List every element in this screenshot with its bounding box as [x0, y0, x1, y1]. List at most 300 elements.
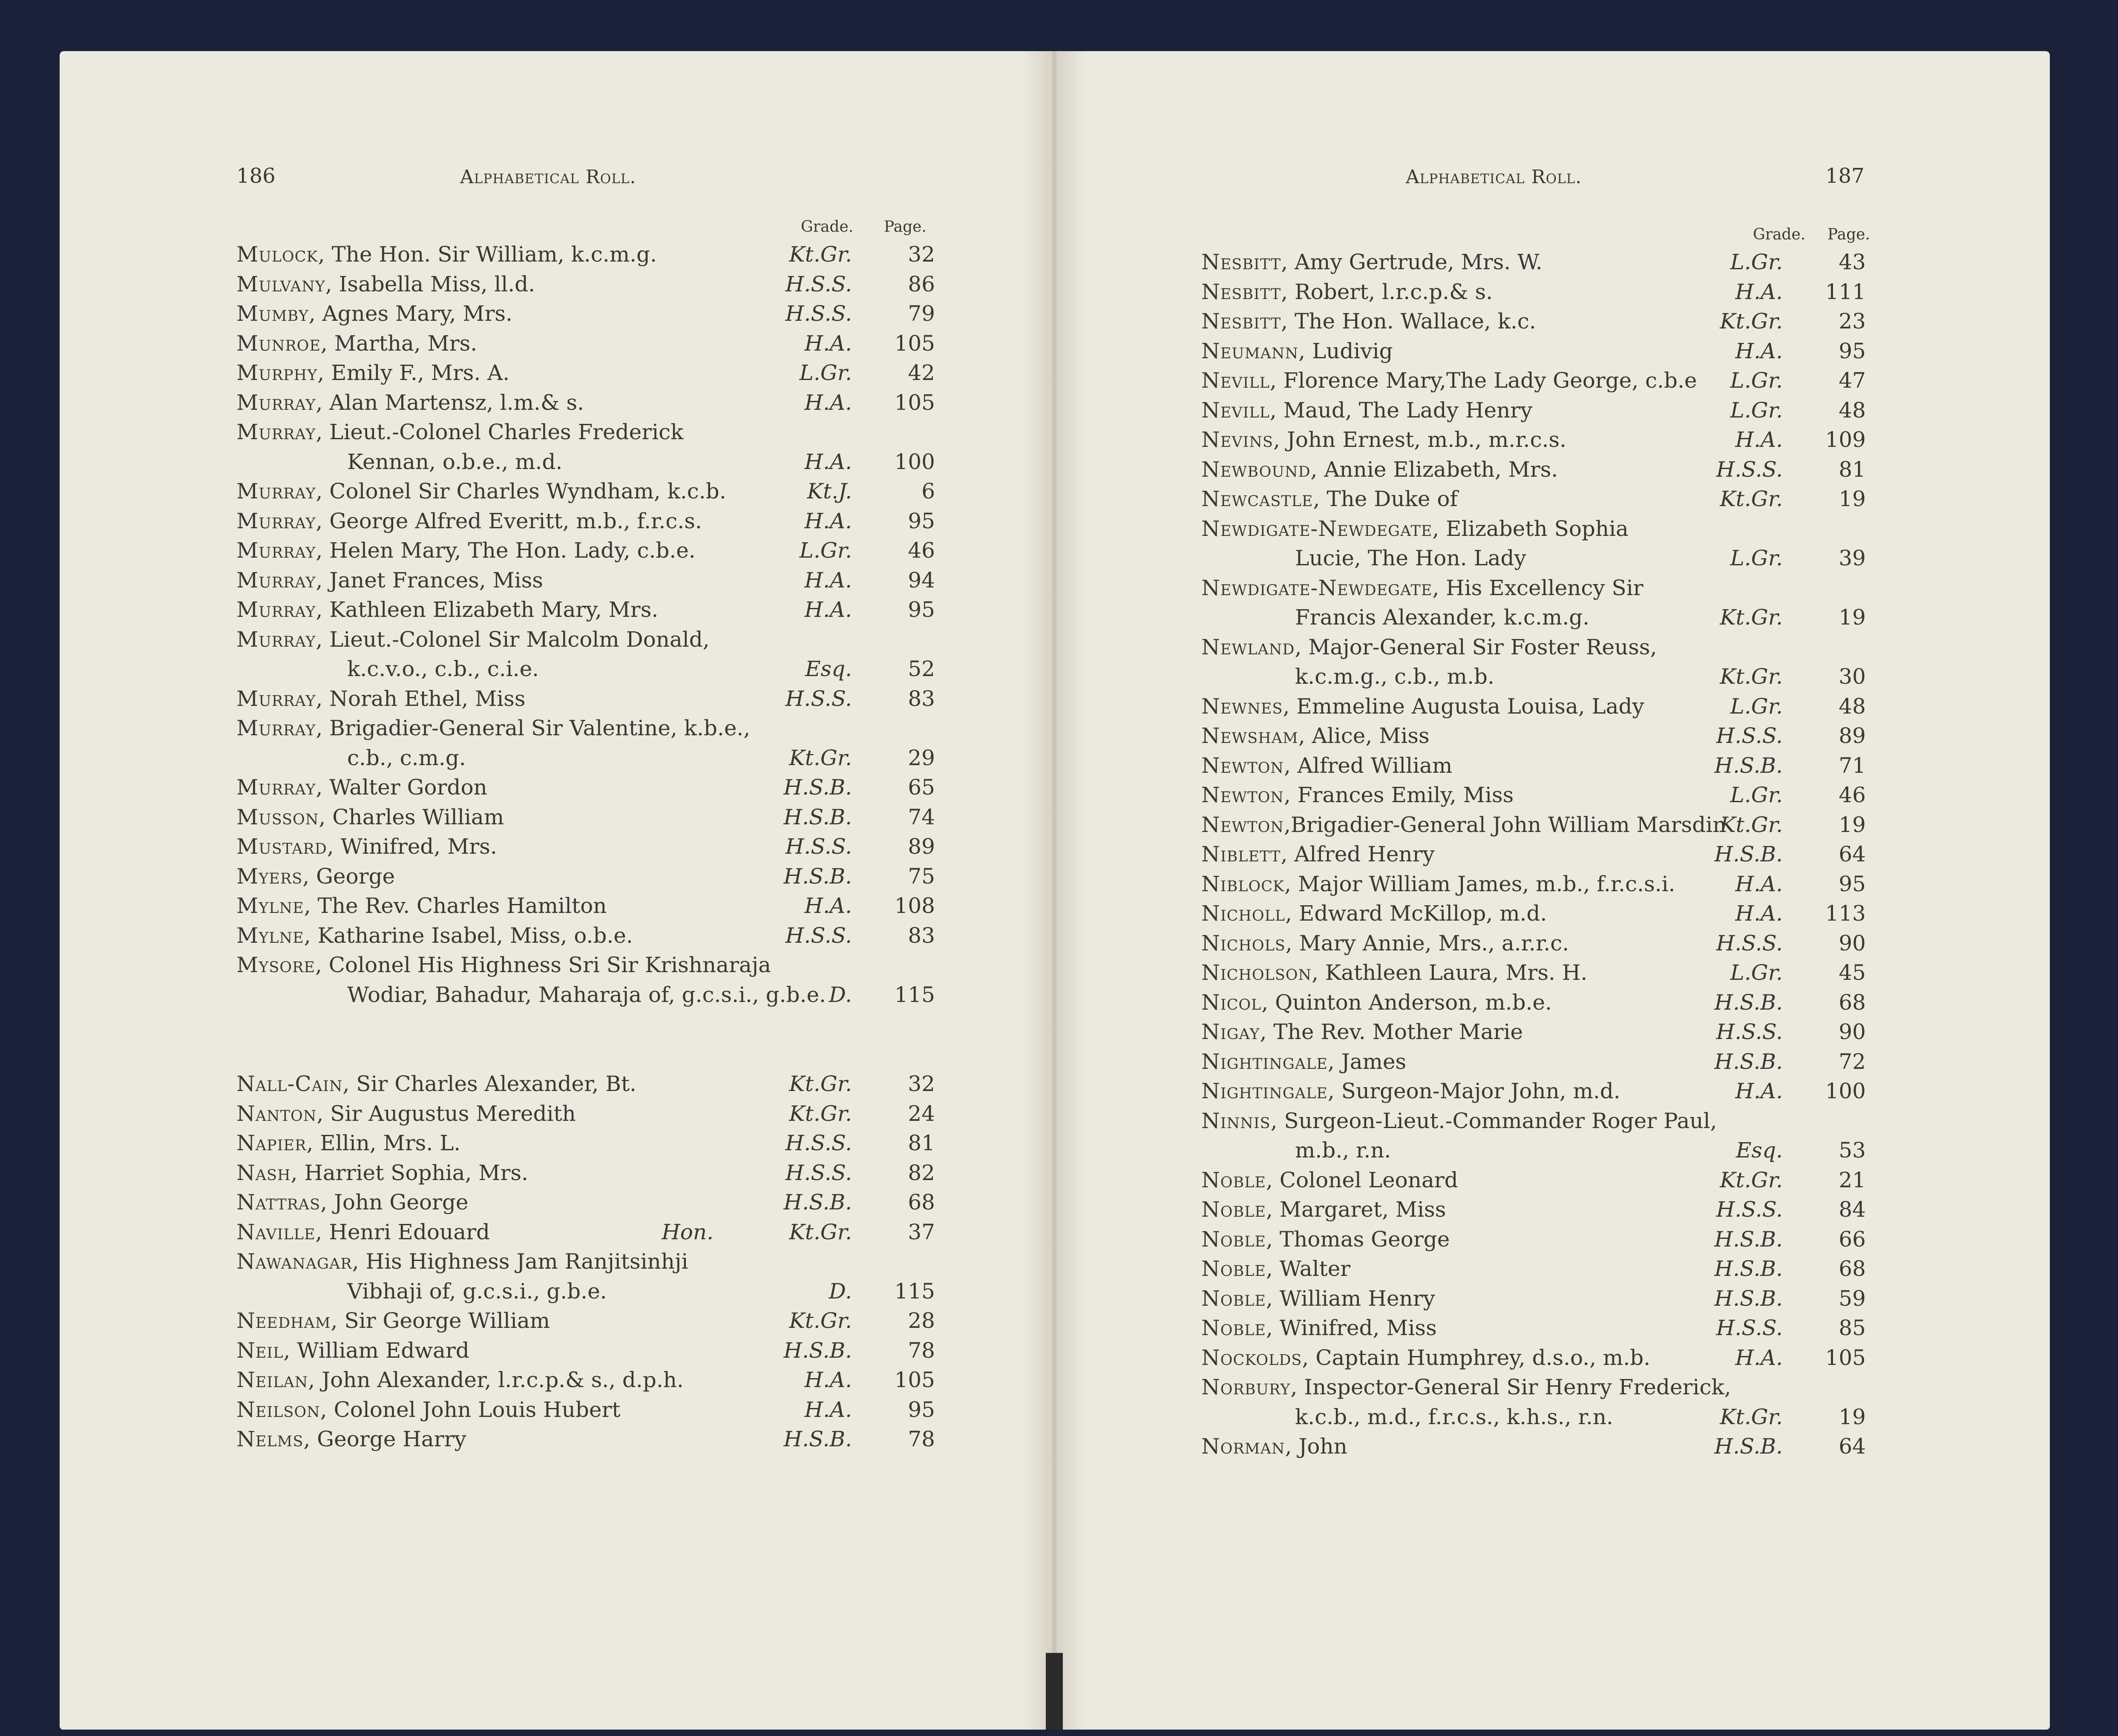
- entry-page: 65: [908, 775, 935, 800]
- entry-grade: H.S.B.: [1714, 753, 1783, 778]
- roll-entry: [1201, 958, 1866, 987]
- roll-entry: [236, 565, 935, 595]
- entry-name: [1295, 1402, 1613, 1432]
- entry-page: 95: [908, 1397, 935, 1422]
- entry-grade: H.S.B.: [783, 775, 852, 800]
- roll-entry: [1201, 780, 1866, 810]
- roll-entry: [236, 1395, 935, 1425]
- entry-name: [236, 1424, 466, 1454]
- entry-details: Vibhaji of, g.c.s.i., g.b.e.: [347, 1278, 607, 1304]
- entry-surname: Murray: [236, 627, 316, 652]
- roll-entry: [236, 447, 935, 477]
- entry-grade: L.Gr.: [799, 360, 852, 385]
- roll-entry: [1201, 306, 1866, 336]
- entry-details: , Alice, Miss: [1298, 723, 1430, 748]
- entry-surname: Murray: [236, 716, 316, 740]
- entry-name: [1201, 1017, 1523, 1047]
- entry-name: [236, 535, 696, 565]
- entry-name: [236, 1099, 576, 1129]
- entry-grade: H.S.S.: [785, 1160, 852, 1185]
- entry-details: , Norah Ethel, Miss: [316, 686, 526, 711]
- entry-grade: Kt.Gr.: [1720, 605, 1783, 630]
- entry-name: [236, 1158, 528, 1188]
- entry-details: , Sir Charles Alexander, Bt.: [342, 1071, 636, 1096]
- entry-name: [1201, 1076, 1620, 1106]
- entry-name: [1201, 1195, 1446, 1224]
- entry-page: 29: [908, 745, 935, 770]
- entry-name: [347, 654, 539, 684]
- roll-entry: [1201, 425, 1866, 455]
- entry-surname: Newton: [1201, 783, 1284, 807]
- entry-name: [236, 1128, 460, 1158]
- entry-grade: H.S.S.: [1716, 930, 1783, 956]
- entry-page: 45: [1839, 960, 1866, 985]
- entry-surname: Newbound: [1201, 457, 1311, 482]
- entry-name: [1201, 1284, 1435, 1313]
- entry-page: 47: [1839, 368, 1866, 393]
- entry-page: 78: [908, 1338, 935, 1363]
- entry-surname: Newcastle: [1201, 487, 1313, 511]
- entry-details: , The Hon. Wallace, k.c.: [1281, 309, 1536, 334]
- roll-entry: [1201, 987, 1866, 1017]
- entry-name: [236, 1336, 469, 1365]
- entry-name: [1201, 1343, 1650, 1373]
- entry-page: 90: [1839, 1019, 1866, 1044]
- entry-surname: Nash: [236, 1160, 291, 1185]
- roll-entry: [1201, 455, 1866, 484]
- entry-grade: H.S.S.: [785, 923, 852, 948]
- entry-details: , Ludivig: [1298, 338, 1393, 363]
- entry-grade: H.S.B.: [1714, 1256, 1783, 1281]
- entry-page: 19: [1839, 605, 1866, 630]
- roll-entry: [1201, 751, 1866, 780]
- entry-page: 59: [1839, 1286, 1866, 1311]
- entry-page: 28: [908, 1308, 935, 1333]
- entry-name: [236, 891, 607, 921]
- entry-details: , Henri Edouard: [315, 1219, 490, 1244]
- entry-name: [1295, 1135, 1391, 1165]
- entry-name: [236, 802, 504, 832]
- book-gutter: [1022, 51, 1086, 1730]
- entry-grade: H.A.: [1735, 338, 1783, 363]
- entry-name: [236, 772, 487, 802]
- roll-entry: [236, 802, 935, 832]
- roll-entry: [1201, 366, 1866, 395]
- roll-entry: [1201, 810, 1866, 840]
- entry-details: , John George: [320, 1190, 469, 1215]
- roll-entry: [236, 921, 935, 950]
- entry-details: , The Hon. Sir William, k.c.m.g.: [318, 242, 657, 267]
- roll-entry: [236, 743, 935, 773]
- entry-page: 72: [1839, 1049, 1866, 1074]
- entry-details: , Colonel Leonard: [1266, 1167, 1458, 1192]
- entry-page: 83: [908, 923, 935, 948]
- entry-page: 30: [1839, 664, 1866, 689]
- entry-details: , Annie Elizabeth, Mrs.: [1310, 457, 1558, 482]
- entry-name: [1201, 484, 1458, 514]
- entry-details: , The Rev. Mother Marie: [1260, 1019, 1523, 1044]
- entry-details: , John Ernest, m.b., m.r.c.s.: [1273, 427, 1567, 452]
- entry-grade: Kt.Gr.: [1720, 664, 1783, 689]
- roll-entry: [1201, 484, 1866, 514]
- entry-surname: Nightingale: [1201, 1079, 1328, 1103]
- entry-details: , Robert, l.r.c.p.& s.: [1281, 279, 1493, 304]
- entry-grade: H.A.: [804, 331, 852, 356]
- entry-details: , Quinton Anderson, m.b.e.: [1261, 990, 1552, 1015]
- roll-entry: [1201, 1254, 1866, 1284]
- entry-surname: Myers: [236, 864, 303, 889]
- entry-page: 81: [1839, 457, 1866, 482]
- entry-surname: Murray: [236, 597, 316, 622]
- entry-details: , James: [1327, 1049, 1407, 1074]
- entry-name: [1201, 455, 1558, 484]
- entry-page: 48: [1839, 397, 1866, 423]
- entry-surname: Nesbitt: [1201, 309, 1281, 334]
- entry-details: , Walter: [1266, 1256, 1351, 1281]
- entry-page: 68: [908, 1190, 935, 1215]
- entry-surname: Noble: [1201, 1256, 1266, 1281]
- entry-page: 111: [1825, 279, 1866, 304]
- entry-page: 64: [1839, 1434, 1866, 1459]
- roll-entry: [1201, 691, 1866, 721]
- entry-details: c.b., c.m.g.: [347, 745, 466, 770]
- entry-details: , Kathleen Elizabeth Mary, Mrs.: [316, 597, 659, 622]
- entry-grade: H.A.: [1735, 1345, 1783, 1370]
- entry-name: [347, 447, 562, 477]
- entry-grade: Kt.J.: [807, 479, 852, 504]
- entry-name: [236, 832, 497, 861]
- binding-tab: [1046, 1653, 1063, 1730]
- entry-name: [236, 388, 584, 417]
- entry-name: [1201, 869, 1675, 899]
- roll-entry: [236, 891, 935, 921]
- roll-entry: [236, 980, 935, 1010]
- roll-entry: [236, 299, 935, 328]
- entry-name: [1201, 1224, 1450, 1254]
- entry-surname: Newsham: [1201, 723, 1298, 748]
- entry-surname: Niblett: [1201, 842, 1281, 867]
- entry-details: , Surgeon-Major John, m.d.: [1327, 1079, 1620, 1103]
- entry-name: [1201, 395, 1532, 425]
- entry-surname: Nevill: [1201, 397, 1270, 423]
- entry-details: , Surgeon-Lieut.-Commander Roger Paul,: [1270, 1108, 1717, 1133]
- entry-grade: D.: [829, 982, 852, 1007]
- roll-entry: [1201, 632, 1866, 662]
- entry-surname: Newton: [1201, 753, 1284, 778]
- entry-name: [1201, 958, 1587, 987]
- entry-name: [236, 476, 726, 506]
- roll-entry: [1201, 247, 1866, 277]
- entry-details: , His Highness Jam Ranjitsinhji: [352, 1249, 688, 1274]
- entry-details: , Colonel John Louis Hubert: [320, 1397, 621, 1422]
- entry-surname: Nevill: [1201, 368, 1270, 393]
- entry-surname: Noble: [1201, 1197, 1266, 1222]
- entry-surname: Nesbitt: [1201, 279, 1281, 304]
- entry-grade: H.S.S.: [785, 834, 852, 859]
- entry-name: [236, 299, 512, 328]
- left-page-number: 186: [236, 164, 276, 188]
- entry-details: , Harriet Sophia, Mrs.: [291, 1160, 528, 1185]
- roll-entry: [236, 417, 935, 447]
- entry-name: [1201, 425, 1566, 455]
- roll-entry: [1201, 662, 1866, 691]
- entry-surname: Nockolds: [1201, 1345, 1302, 1370]
- entry-page: 82: [908, 1160, 935, 1185]
- entry-name: [1201, 751, 1452, 780]
- entry-grade: H.A.: [1735, 1079, 1783, 1103]
- entry-details: , Amy Gertrude, Mrs. W.: [1281, 250, 1542, 274]
- entry-surname: Naville: [236, 1219, 316, 1244]
- entry-name: [347, 743, 466, 773]
- entry-grade: H.A.: [804, 508, 852, 533]
- entry-surname: Murray: [236, 567, 316, 593]
- entry-grade: H.S.B.: [1714, 842, 1783, 867]
- entry-grade: H.S.S.: [1716, 723, 1783, 748]
- entry-details: , Maud, The Lady Henry: [1269, 397, 1533, 423]
- entry-surname: Nelms: [236, 1427, 304, 1451]
- roll-entry: [236, 654, 935, 684]
- entry-page: 90: [1839, 930, 1866, 956]
- entry-surname: Nanton: [236, 1101, 317, 1126]
- entry-details: Lucie, The Hon. Lady: [1295, 546, 1526, 570]
- roll-entry: [236, 595, 935, 625]
- entry-name: [1201, 1106, 1717, 1136]
- entry-name: [236, 1395, 620, 1425]
- entry-details: Francis Alexander, k.c.m.g.: [1295, 605, 1590, 630]
- entry-page: 105: [894, 331, 935, 356]
- entry-surname: Nicholson: [1201, 960, 1312, 985]
- entry-name: [347, 1276, 607, 1306]
- roll-entry: [1201, 336, 1866, 366]
- entry-details: , Florence Mary,The Lady George, c.b.e: [1269, 368, 1697, 393]
- entry-surname: Murray: [236, 390, 316, 415]
- roll-entry: [1201, 898, 1866, 928]
- entry-name: [1201, 1254, 1350, 1284]
- roll-entry: [1201, 839, 1866, 869]
- entry-details: k.c.m.g., c.b., m.b.: [1295, 664, 1494, 689]
- entry-details: ,Brigadier-General John William Marsdin: [1283, 812, 1727, 837]
- entry-page: 108: [894, 893, 935, 918]
- entry-grade: H.S.S.: [785, 686, 852, 711]
- entry-details: , Thomas George: [1266, 1226, 1450, 1252]
- entry-name: [1201, 247, 1542, 277]
- entry-name: [236, 417, 683, 447]
- entry-name: [1201, 1047, 1406, 1077]
- entry-grade: H.S.B.: [783, 1338, 852, 1363]
- entry-surname: Mylne: [236, 893, 304, 918]
- roll-entry: [1201, 573, 1866, 603]
- roll-entry: [236, 1365, 935, 1395]
- entry-surname: Newton: [1201, 812, 1284, 837]
- entry-details: , John: [1285, 1434, 1347, 1459]
- entry-name: [236, 269, 535, 299]
- entry-surname: Murray: [236, 508, 316, 533]
- roll-entry: [1201, 1165, 1866, 1195]
- entry-surname: Murray: [236, 686, 316, 711]
- entry-page: 48: [1839, 694, 1866, 719]
- entry-details: , Alan Martensz, l.m.& s.: [316, 390, 584, 415]
- entry-surname: Mysore: [236, 953, 315, 977]
- entry-surname: Noble: [1201, 1167, 1266, 1192]
- entry-name: [1295, 662, 1494, 691]
- entry-details: , His Excellency Sir: [1432, 575, 1643, 600]
- entry-details: m.b., r.n.: [1295, 1138, 1391, 1163]
- entry-details: , Helen Mary, The Hon. Lady, c.b.e.: [316, 538, 696, 563]
- entry-name: [1201, 514, 1629, 544]
- entry-name: [236, 1187, 468, 1217]
- entry-surname: Noble: [1201, 1316, 1266, 1340]
- entry-page: 105: [894, 1367, 935, 1392]
- entry-page: 115: [894, 982, 935, 1007]
- entry-name: [236, 1247, 688, 1276]
- roll-entry: [236, 328, 935, 358]
- entry-name: [236, 358, 509, 388]
- entry-page: 113: [1825, 901, 1866, 926]
- entry-page: 83: [908, 686, 935, 711]
- entry-grade: L.Gr.: [1730, 546, 1783, 570]
- entry-grade: H.S.B.: [783, 1427, 852, 1451]
- entry-grade: L.Gr.: [1730, 783, 1783, 807]
- entry-page: 46: [1839, 783, 1866, 807]
- entry-grade: Kt.Gr.: [789, 1071, 852, 1096]
- left-running-head: Alphabetical Roll.: [460, 166, 636, 188]
- entry-surname: Musson: [236, 804, 319, 829]
- entry-grade: H.S.S.: [785, 301, 852, 326]
- roll-entry: [1201, 1343, 1866, 1373]
- roll-entry: [236, 535, 935, 565]
- entry-grade: Esq.: [805, 656, 852, 681]
- entry-surname: Norbury: [1201, 1375, 1291, 1399]
- roll-entry: [1201, 1047, 1866, 1077]
- entry-details: , George Alfred Everitt, m.b., f.r.c.s.: [316, 508, 702, 533]
- entry-page: 32: [908, 1071, 935, 1096]
- roll-entry: [1201, 1017, 1866, 1047]
- entry-page: 39: [1839, 546, 1866, 570]
- roll-entry: [236, 476, 935, 506]
- roll-entry: [236, 1336, 935, 1365]
- entry-details: , Ellin, Mrs. L.: [306, 1131, 461, 1155]
- entry-page: 105: [1825, 1345, 1866, 1370]
- entry-name: [236, 506, 702, 536]
- entry-surname: Mustard: [236, 834, 327, 859]
- entry-page: 53: [1839, 1138, 1866, 1163]
- entry-details: , William Henry: [1266, 1286, 1435, 1311]
- entry-surname: Mumby: [236, 301, 309, 326]
- entry-page: 95: [1839, 338, 1866, 363]
- entry-surname: Mulock: [236, 242, 318, 267]
- entry-name: [236, 328, 477, 358]
- entry-details: , Emily F., Mrs. A.: [317, 360, 510, 385]
- entry-surname: Noble: [1201, 1286, 1266, 1311]
- entry-name: [236, 565, 543, 595]
- entry-surname: Nicol: [1201, 990, 1262, 1015]
- entry-page: 79: [908, 301, 935, 326]
- roll-entry: [236, 1187, 935, 1217]
- left-col-page-header: Page.: [884, 218, 927, 236]
- roll-entry: [236, 684, 935, 714]
- roll-entry: [1201, 1195, 1866, 1224]
- entry-details: , Mary Annie, Mrs., a.r.r.c.: [1285, 930, 1569, 956]
- entry-details: , Alfred William: [1283, 753, 1453, 778]
- entry-details: , George Harry: [303, 1427, 466, 1451]
- entry-grade: Kt.Gr.: [789, 745, 852, 770]
- entry-name: [236, 861, 395, 891]
- entry-surname: Munroe: [236, 331, 321, 356]
- entry-name: [236, 1365, 684, 1395]
- entry-surname: Newnes: [1201, 694, 1283, 719]
- entry-details: , Margaret, Miss: [1266, 1197, 1446, 1222]
- entry-surname: Nevins: [1201, 427, 1274, 452]
- entry-details: , Alfred Henry: [1281, 842, 1435, 867]
- entry-page: 32: [908, 242, 935, 267]
- entry-page: 23: [1839, 309, 1866, 334]
- entry-grade: H.S.B.: [1714, 990, 1783, 1015]
- entry-surname: Neumann: [1201, 338, 1299, 363]
- entry-grade: L.Gr.: [1730, 368, 1783, 393]
- entry-name: [236, 1069, 636, 1099]
- entry-surname: Murray: [236, 420, 316, 444]
- roll-entry: [236, 625, 935, 654]
- entry-name: [1201, 366, 1697, 395]
- entry-details: , Major-General Sir Foster Reuss,: [1295, 634, 1657, 659]
- entry-details: , Isabella Miss, ll.d.: [325, 271, 535, 297]
- entry-details: , Winifred, Miss: [1266, 1316, 1437, 1340]
- roll-entry: [236, 950, 935, 980]
- entry-page: 75: [908, 864, 935, 889]
- entry-page: 71: [1839, 753, 1866, 778]
- roll-entry: [236, 506, 935, 536]
- entry-name: [1201, 987, 1552, 1017]
- entry-page: 66: [1839, 1226, 1866, 1252]
- entry-surname: Nichols: [1201, 930, 1286, 956]
- entry-grade: Kt.Gr.: [789, 1219, 852, 1244]
- entry-details: , Colonel His Highness Sri Sir Krishnaraja: [315, 953, 771, 977]
- entry-grade: H.S.B.: [1714, 1049, 1783, 1074]
- entry-details: , Walter Gordon: [316, 775, 487, 800]
- entry-page: 100: [1825, 1079, 1866, 1103]
- entry-grade: Kt.Gr.: [789, 1101, 852, 1126]
- entry-page: 85: [1839, 1316, 1866, 1340]
- roll-entry: [236, 772, 935, 802]
- entry-grade: L.Gr.: [1730, 250, 1783, 274]
- roll-entry: [236, 388, 935, 417]
- roll-entry: [236, 1217, 935, 1247]
- entry-surname: Mylne: [236, 923, 304, 948]
- entry-name: [1201, 898, 1547, 928]
- entry-surname: Mulvany: [236, 271, 325, 297]
- entry-page: 84: [1839, 1197, 1866, 1222]
- roll-entry: [1201, 514, 1866, 544]
- entry-details: , Charles William: [319, 804, 504, 829]
- roll-entry: [1201, 928, 1866, 958]
- entry-surname: Ninnis: [1201, 1108, 1271, 1133]
- entry-surname: Nall-Cain: [236, 1071, 343, 1096]
- entry-surname: Norman: [1201, 1434, 1285, 1459]
- entry-surname: Nattras: [236, 1190, 321, 1215]
- entry-page: 95: [908, 508, 935, 533]
- entry-name: [1201, 1313, 1437, 1343]
- entry-name: [236, 239, 657, 269]
- entry-name: [236, 1217, 490, 1247]
- entry-details: , Emmeline Augusta Louisa, Lady: [1283, 694, 1644, 719]
- entry-surname: Newdigate-Newdegate: [1201, 575, 1433, 600]
- entry-details: , Sir Augustus Meredith: [317, 1101, 576, 1126]
- roll-entry: [1201, 721, 1866, 751]
- roll-entry: [1201, 602, 1866, 632]
- entry-surname: Murray: [236, 538, 316, 563]
- entry-name: [1201, 928, 1569, 958]
- left-col-grade-header: Grade.: [801, 218, 854, 236]
